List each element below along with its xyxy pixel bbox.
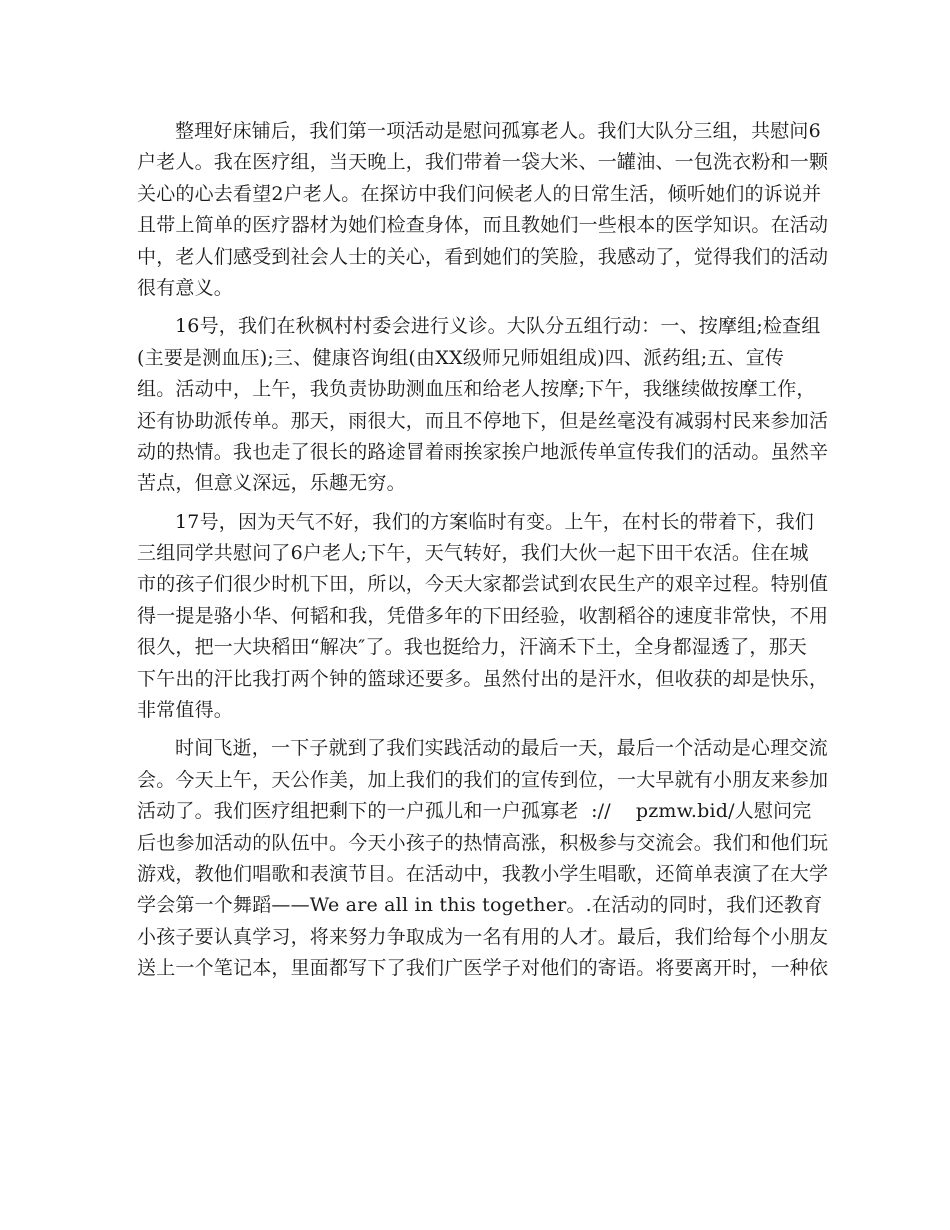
text-line: 16号，我们在秋枫村村委会进行义诊。大队分五组行动：一、按摩组;检查组 [175, 315, 821, 338]
text-line: 小孩子要认真学习，将来努力争取成为一名有用的人才。最后，我们给每个小朋友 [137, 925, 829, 948]
text-line: 组。活动中，上午，我负责协助测血压和给老人按摩;下午，我继续做按摩工作， [137, 378, 816, 401]
text-line: 很久，把一大块稻田“解决″了。我也挺给力，汗滴禾下土，全身都湿透了，那天 [137, 636, 808, 659]
document-body [137, 116, 829, 985]
text-line: 且带上简单的医疗器材为她们检查身体，而且教她们一些根本的医学知识。在活动 [137, 214, 829, 237]
paragraph-1 [137, 116, 829, 304]
text-line: 市的孩子们很少时机下田，所以，今天大家都尝试到农民生产的艰辛过程。特别值 [137, 573, 829, 596]
text-line: 三组同学共慰问了6户老人;下午，天气转好，我们大伙一起下田干农活。住在城 [137, 542, 809, 565]
paragraph-3 [137, 507, 829, 727]
text-line: 后也参加活动的队伍中。今天小孩子的热情高涨，积极参与交流会。我们和他们玩 [137, 831, 829, 854]
text-line: 17号，因为天气不好，我们的方案临时有变。上午，在村长的带着下，我们 [175, 510, 814, 533]
text-line: 游戏，教他们唱歌和表演节目。在活动中，我教小学生唱歌，还简单表演了在大学 [137, 862, 829, 885]
text-line: 中，老人们感受到社会人士的关心，看到她们的笑脸，我感动了，觉得我们的活动 [137, 245, 829, 268]
text-line: 很有意义。 [137, 276, 234, 299]
text-line: 关心的心去看望2户老人。在探访中我们问候老人的日常生活，倾听她们的诉说并 [137, 182, 822, 205]
text-line: 动的热情。我也走了很长的路途冒着雨挨家挨户地派传单宣传我们的活动。虽然辛 [137, 440, 829, 463]
text-line: 下午出的汗比我打两个钟的篮球还要多。虽然付出的是汗水，但收获的却是快乐， [137, 667, 829, 690]
text-line: 非常值得。 [137, 699, 234, 722]
paragraph-4 [137, 733, 829, 984]
text-line: 得一提是骆小华、何韬和我，凭借多年的下田经验，收割稻谷的速度非常快，不用 [137, 604, 829, 627]
text-line: 送上一个笔记本，里面都写下了我们广医学子对他们的寄语。将要离开时，一种依 [137, 957, 829, 980]
text-line: 还有协助派传单。那天，雨很大，而且不停地下，但是丝毫没有减弱村民来参加活 [137, 409, 829, 432]
text-line: 会。今天上午，天公作美，加上我们的我们的宣传到位，一大早就有小朋友来参加 [137, 768, 829, 791]
text-line: 户老人。我在医疗组，当天晚上，我们带着一袋大米、一罐油、一包洗衣粉和一颗 [137, 151, 829, 174]
text-line: 学会第一个舞蹈——We are all in this together。.在活动的同时，我们还教育 [137, 894, 823, 917]
paragraph-2 [137, 311, 829, 499]
text-line: 活动了。我们医疗组把剩下的一户孤儿和一户孤寡老 :// pzmw.bid/人慰问完 [137, 800, 812, 823]
text-line: 苦点，但意义深远，乐趣无穷。 [137, 472, 406, 495]
text-line: 整理好床铺后，我们第一项活动是慰问孤寡老人。我们大队分三组，共慰问6 [175, 120, 821, 142]
text-line: 时间飞逝，一下子就到了我们实践活动的最后一天，最后一个活动是心理交流 [175, 737, 828, 760]
text-line: (主要是测血压);三、健康咨询组(由XX级师兄师姐组成)四、派药组;五、宣传 [137, 346, 785, 369]
